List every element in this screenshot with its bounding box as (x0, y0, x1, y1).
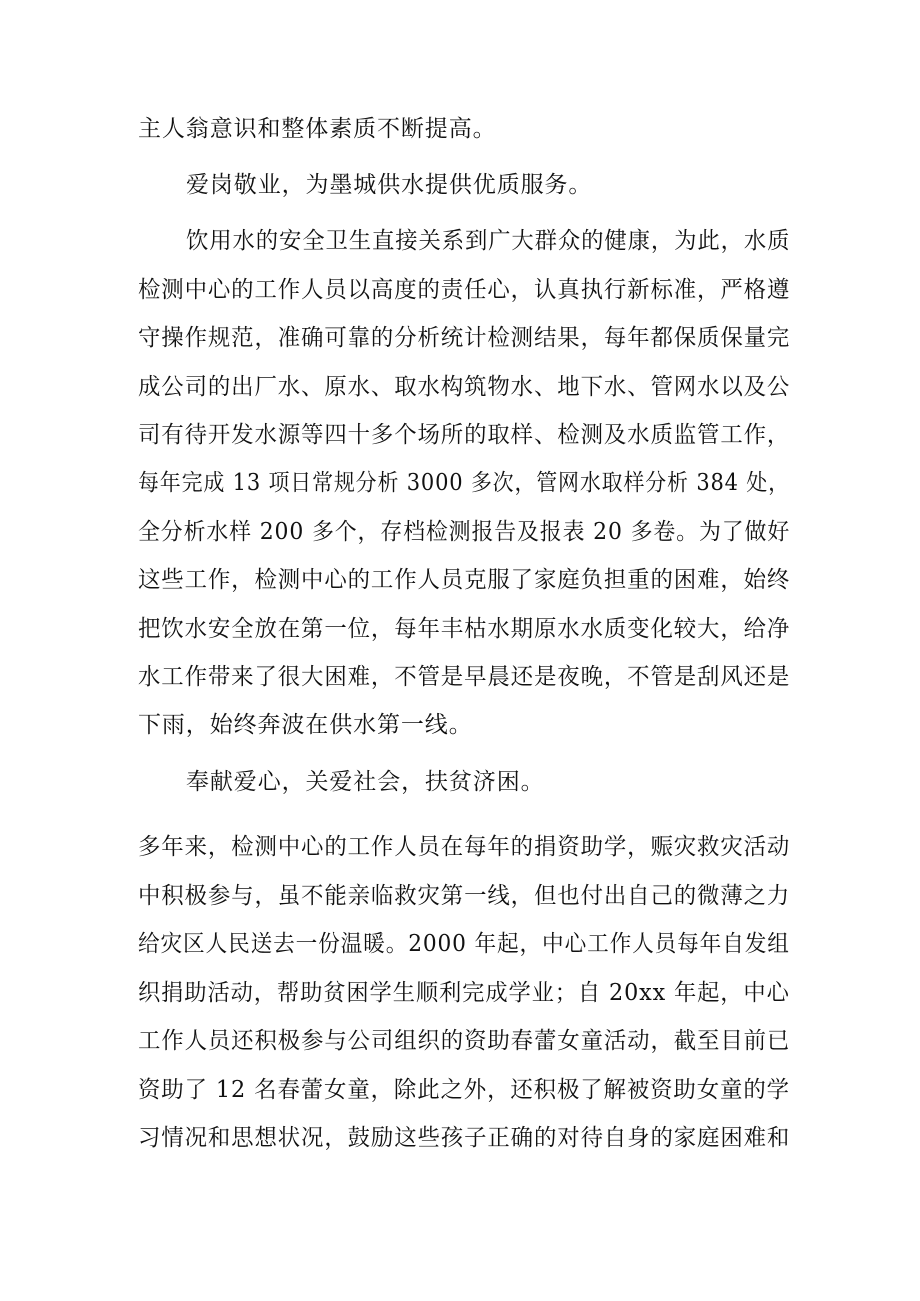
text-line: 把饮水安全放在第一位，每年丰枯水期原水水质变化较大，给净 (138, 616, 791, 642)
text-line: 检测中心的工作人员以高度的责任心，认真执行新标准，严格遵 (138, 277, 791, 303)
section-heading: 奉献爱心，关爱社会，扶贫济困。 (186, 769, 545, 795)
text-line: 给灾区人民送去一份温暖。2000 年起，中心工作人员每年自发组 (138, 931, 790, 957)
text-line: 资助了 12 名春蕾女童，除此之外，还积极了解被资助女童的学 (138, 1077, 790, 1103)
text-line: 主人翁意识和整体素质不断提高。 (138, 116, 497, 142)
text-line: 守操作规范，准确可靠的分析统计检测结果，每年都保质保量完 (138, 325, 791, 351)
text-line: 工作人员还积极参与公司组织的资助春蕾女童活动，截至目前已 (138, 1028, 791, 1054)
text-line: 习情况和思想状况，鼓励这些孩子正确的对待自身的家庭困难和 (138, 1125, 791, 1151)
text-line: 司有待开发水源等四十多个场所的取样、检测及水质监管工作， (138, 422, 791, 448)
text-line: 中积极参与，虽不能亲临救灾第一线，但也付出自己的微薄之力 (138, 883, 791, 909)
section-heading: 爱岗敬业，为墨城供水提供优质服务。 (186, 172, 593, 198)
text-line: 下雨，始终奔波在供水第一线。 (138, 712, 473, 738)
text-line: 每年完成 13 项日常规分析 3000 多次，管网水取样分析 384 处， (138, 470, 790, 496)
text-line: 全分析水样 200 多个，存档检测报告及报表 20 多卷。为了做好 (138, 519, 791, 545)
text-line: 织捐助活动，帮助贫困学生顺利完成学业；自 20xx 年起，中心 (138, 980, 790, 1006)
text-line: 饮用水的安全卫生直接关系到广大群众的健康，为此，水质 (186, 228, 791, 254)
text-line: 这些工作，检测中心的工作人员克服了家庭负担重的困难，始终 (138, 567, 791, 593)
text-line: 水工作带来了很大困难，不管是早晨还是夜晚，不管是刮风还是 (138, 664, 791, 690)
text-line: 多年来，检测中心的工作人员在每年的捐资助学，赈灾救灾活动 (138, 834, 791, 860)
text-line: 成公司的出厂水、原水、取水构筑物水、地下水、管网水以及公 (138, 374, 791, 400)
